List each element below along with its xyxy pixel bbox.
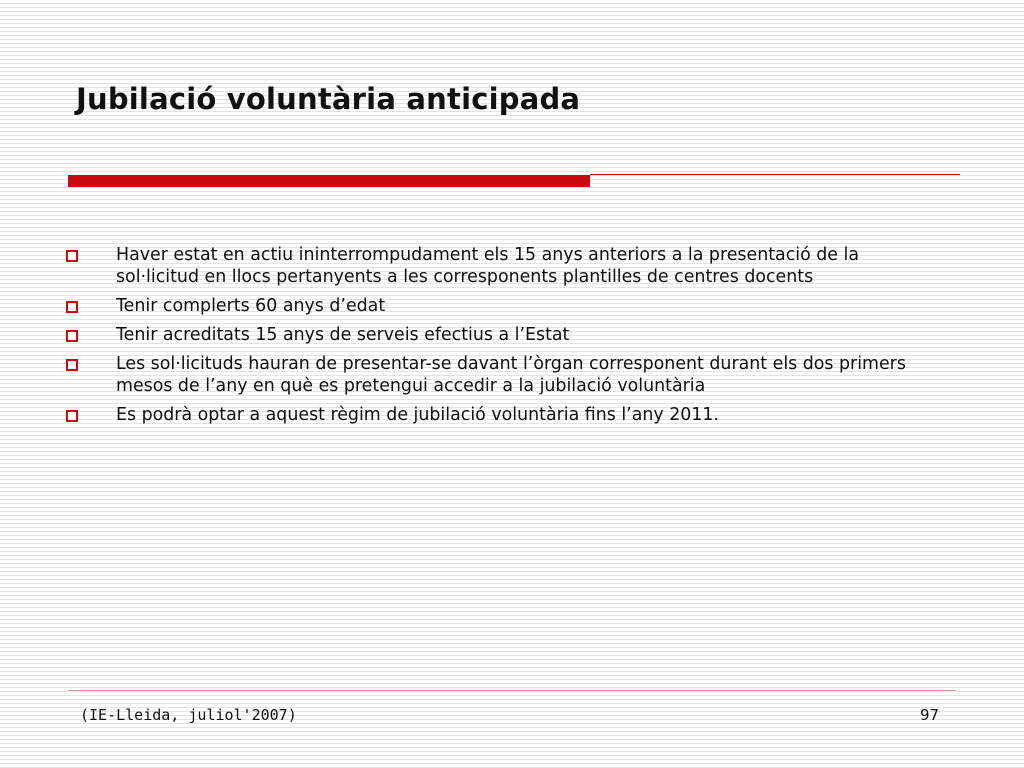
bullet-item [64, 353, 944, 397]
hollow-square-icon [66, 359, 78, 371]
footer-source: (IE-Lleida, juliol'2007) [80, 706, 297, 724]
hollow-square-icon [66, 250, 78, 262]
footer-divider [68, 690, 956, 691]
page-number: 97 [920, 706, 940, 724]
bullet-list [64, 244, 944, 433]
slide-title: Jubilació voluntària anticipada [76, 82, 581, 116]
bullet-item [64, 324, 944, 346]
bullet-item [64, 404, 944, 426]
hollow-square-icon [66, 301, 78, 313]
hollow-square-icon [66, 410, 78, 422]
bullet-text: Tenir complerts 60 anys d’edat [116, 296, 386, 316]
title-accent-line [590, 174, 960, 175]
title-accent-bar [68, 175, 590, 187]
hollow-square-icon [66, 330, 78, 342]
bullet-text: Haver estat en actiu ininterrompudament els 15 anys anteriors a la presentació de la sol·licitud en llocs pertanyents a les corresponents plantilles de centres docents [116, 245, 860, 287]
bullet-item [64, 295, 944, 317]
bullet-item [64, 244, 944, 288]
bullet-text: Tenir acreditats 15 anys de serveis efectius a l’Estat [116, 325, 570, 345]
bullet-text: Es podrà optar a aquest règim de jubilació voluntària fins l’any 2011. [116, 405, 719, 425]
bullet-text: Les sol·licituds hauran de presentar-se davant l’òrgan corresponent durant els dos primers mesos de l’any en què es pretengui accedir a la jubilació voluntària [116, 354, 906, 396]
